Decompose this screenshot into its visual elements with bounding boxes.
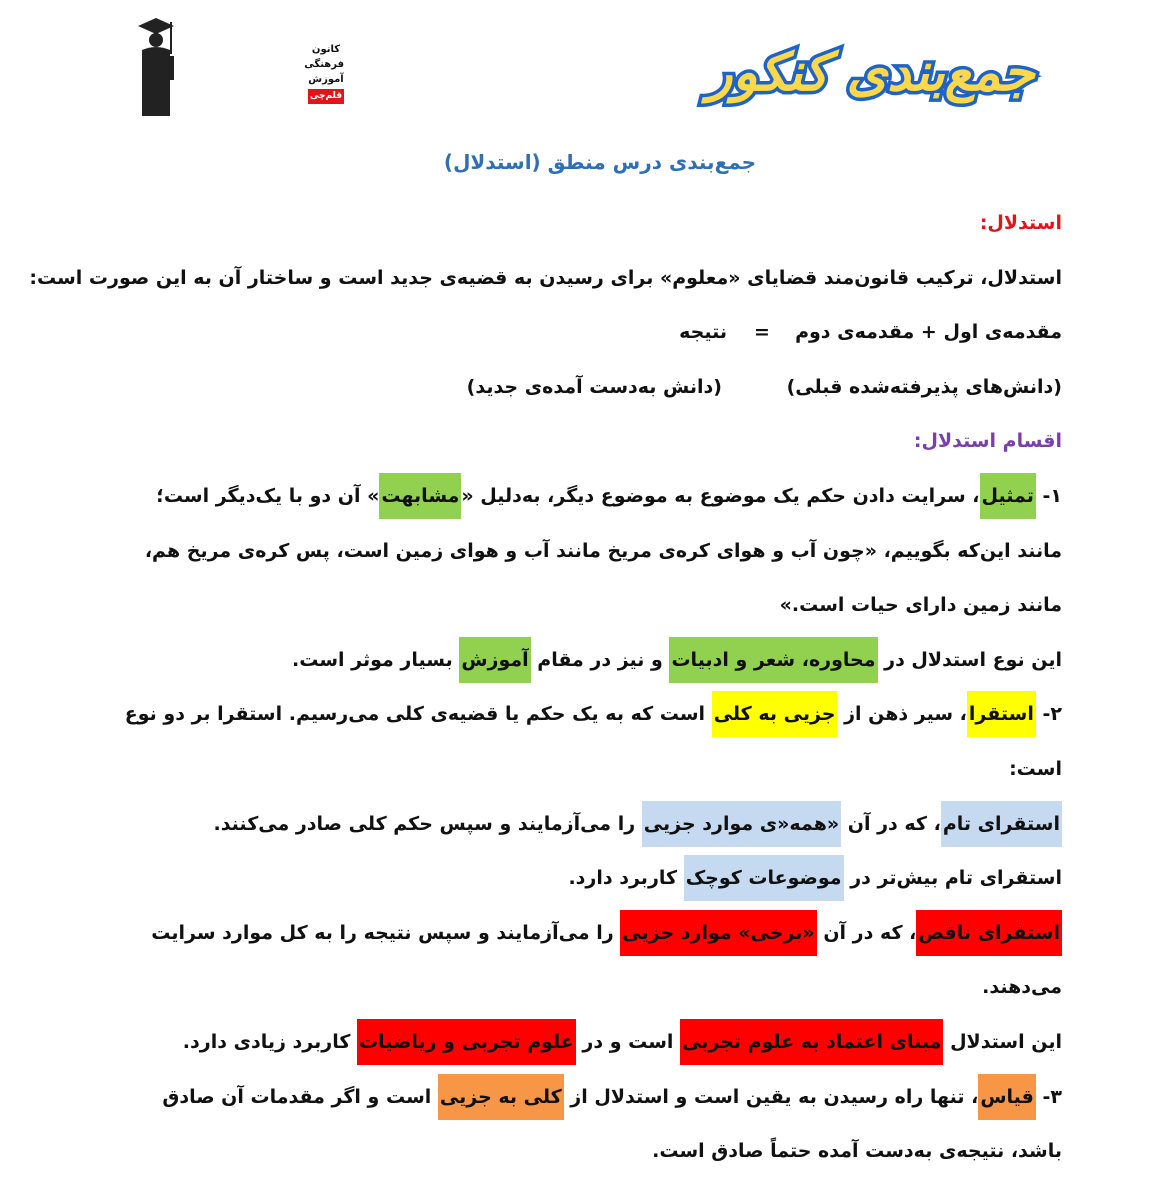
school-name: کانون فرهنگی آموزش قلم‌چی [308,42,344,104]
document-body [29,196,1062,1179]
qiyas-paragraph-end: باشد، نتیجه‌ی به‌دست آمده حتماً صادق است. [652,1140,1062,1163]
highlight-empirical-basis: مبنای اعتماد به علوم تجربی [680,1019,943,1065]
highlight-education: آموزش [459,637,530,683]
accepted-knowledge: (دانش‌های پذیرفته‌شده قبلی) [786,375,1062,398]
highlight-istiqra-tam: استقرای تام [941,801,1062,847]
brand-logo [696,28,1046,114]
section-heading-types: اقسام استدلال: [913,430,1062,453]
istiqra-tam-use: استقرای تام بیش‌تر در موضوعات کوچک کاربرد دارد. [52,851,1062,906]
new-knowledge: (دانش به‌دست آمده‌ی جدید) [466,375,722,398]
highlight-qiyas: قیاس [978,1074,1036,1120]
istiqra-naqes: استقرای ناقص، که در آن «برخی» موارد جزیی را می‌آزمایند و سپس نتیجه را به کل موارد سرایت [52,906,1062,961]
definition-paragraph: استدلال، ترکیب قانون‌مند قضایای «معلوم» برای رسیدن به قضیه‌ی جدید است و ساختار آن به این صورت است: [29,266,1062,289]
istiqra-tam: استقرای تام، که در آن «همه«ی موارد جزیی را می‌آزمایند و سپس حکم کلی صادر می‌کنند. [52,797,1062,852]
formula-row [52,305,1062,360]
istiqra-paragraph: ۲- استقرا، سیر ذهن از جزیی به کلی است که به یک حکم یا قضیه‌ی کلی می‌رسیم. استقرا بر دو نوع [52,687,1062,742]
highlight-small-topics: موضوعات کوچک [684,855,844,901]
page-title: جمع‌بندی درس منطق (استدلال) [443,150,757,174]
istiqra-naqes-end: می‌دهند. [982,976,1062,999]
formula-result: نتیجه [679,321,727,344]
highlight-partial-to-general: جزیی به کلی [712,691,838,737]
tamsil-example-line2: مانند زمین دارای حیات است.» [779,594,1062,617]
highlight-some-cases: «برخی» موارد جزیی [620,910,816,956]
plus-sign: + [920,321,937,344]
highlight-istiqra-naqes: استقرای ناقص [916,910,1062,956]
tamsil-paragraph: ۱- تمثیل، سرایت دادن حکم یک موضوع به موضوع دیگر، به‌دلیل «مشابهت» آن دو با یک‌دیگر است؛ [52,469,1062,524]
page-header [0,0,1157,130]
section-heading-istidlal: استدلال: [979,212,1062,234]
knowledge-row [52,360,1062,415]
highlight-literature: محاوره، شعر و ادبیات [669,637,877,683]
school-logo [136,16,344,118]
istiqra-basis: این استدلال مبنای اعتماد به علوم تجربی است و در علوم تجربی و ریاضیات کاربرد زیادی دارد. [52,1015,1062,1070]
qiyas-paragraph: ۳- قیاس، تنها راه رسیدن به یقین است و استدلال از کلی به جزیی است و اگر مقدمات آن صادق [52,1070,1062,1125]
highlight-sciences-math: علوم تجربی و ریاضیات [357,1019,576,1065]
brand-logo-art [696,28,1046,114]
tamsil-example-line1: مانند این‌که بگوییم، «چون آب و هوای کره‌ی مریخ مانند آب و هوای زمین است، پس کره‌ی مریخ هم، [144,539,1062,562]
formula-premises: مقدمه‌ی اول + مقدمه‌ی دوم [795,321,1062,344]
graduate-icon [136,16,208,118]
tamsil-use: این نوع استدلال در محاوره، شعر و ادبیات و نیز در مقام آموزش بسیار موثر است. [52,633,1062,688]
highlight-all-cases: «همه«ی موارد جزیی [642,801,841,847]
equals-sign: = [754,321,770,344]
highlight-general-to-partial: کلی به جزیی [438,1074,564,1120]
highlight-tamsil: تمثیل [980,473,1036,519]
highlight-istiqra: استقرا [967,691,1036,737]
brand-text: جمع‌بندی کنکور [707,43,1035,103]
highlight-similarity: مشابهت [379,473,461,519]
istiqra-paragraph-end: است: [1009,757,1062,780]
